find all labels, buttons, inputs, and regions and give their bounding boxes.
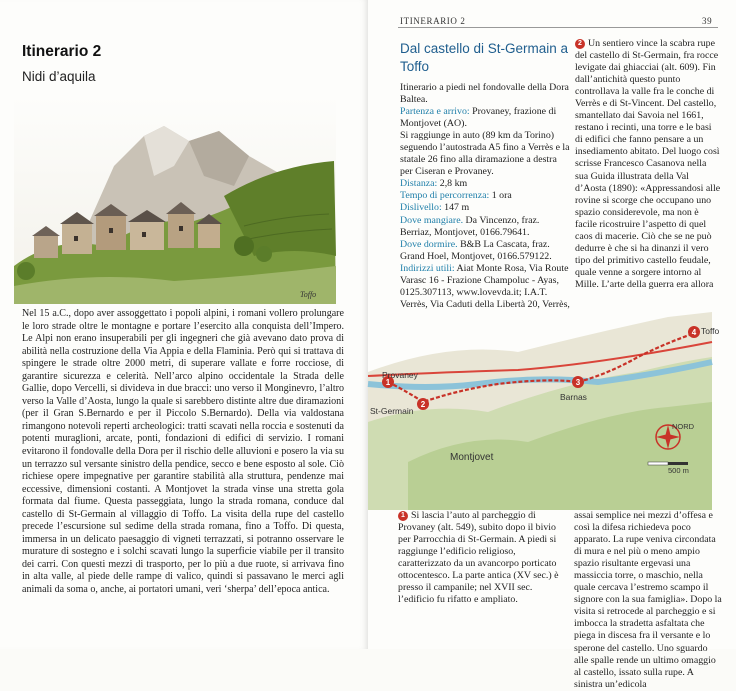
village-illustration bbox=[14, 96, 336, 304]
step-2-text: Un sentiero vince la scabra rupe del castello di St-Germain, fra rocce levigate dai ghiacciai (alt. 609). Fin dall’antichità questo punto controllava la valle fra le conche di Verrès e di St-Vincent. Del castello, smantellato dai Savoia nel 1661, restano i recinti, una torre e le basi di edifici che fanno pensare a un insediamento abitato. Del luogo così scrisse Francesco Casanova nella sua Guida illustrata della Val d’Aosta (1890): «Appressandosi alle rovine si scorge che occupano uno spazio considerevole, ma non è facile ricostruire l’aspetto di quel caos di macerie. Ciò che se ne può dedurre è che si ha dinanzi il vero tipo del primitivo castello feudale, quale venne a sorgere intorno al Mille. L’arte della guerra era allora bbox=[575, 38, 721, 290]
time-label: Tempo di percorrenza: bbox=[400, 190, 490, 202]
eat-label: Dove mangiare. bbox=[400, 214, 464, 226]
running-head: ITINERARIO 2 bbox=[400, 16, 466, 26]
step-1-text: Si lascia l’auto al parcheggio di Provaney (alt. 549), subito dopo il bivio per Parrocchia di St-Germain. A piedi si raggiunge l’edificio religioso, caratterizzato da un avancorpo porticato ottocentesco. La parte antica (XV sec.) è presso il campanile; nel XVII sec. l’edificio fu rifatto e ampliato. bbox=[398, 510, 559, 606]
illustration-caption: Toffo bbox=[300, 290, 317, 299]
start-row bbox=[400, 106, 570, 130]
distance-value: 2,8 km bbox=[439, 178, 468, 190]
map-label-provaney: Provaney bbox=[382, 370, 418, 380]
elevation-label: Dislivello: bbox=[400, 202, 442, 214]
start-label: Partenza e arrivo: bbox=[400, 106, 470, 118]
step-1-column bbox=[398, 510, 563, 606]
svg-text:1: 1 bbox=[385, 378, 391, 387]
left-paragraph: Nel 15 a.C., dopo aver assoggettato i popoli alpini, i romani vollero prolungare le loro strade oltre le montagne e portare l’esercito alla conquista dell’Impero. Le Alpi non erano insuperabili per gli ingegneri che già avevano dato prova di abilità nella costruzione della Via Appia e della Flaminia. Però qui si trattava di spingere le strade oltre 2000 metri, di superare vallate e forre rocciose, di garantire sicurezza e celerità. Nell’arco alpino occidentale la Strada delle Gallie, dopo Vercelli, si divideva in due bracci: uno verso il Monginevro, l’altro verso la Valle d’Aosta, lungo la quale si sarebbero distinte altre due diramazioni (per il Gran S.Bernardo e per il Piccolo S.Bernardo). Della via valdostana rimangono notevoli reperti archeologici: tratti scavati nella roccia e sostenuti da potenti muraglioni, arcate, ponti, fondazioni di edifici di servizio. I romani evitarono il fondovalle della Dora per il rischio delle alluvioni e posero la via su un terrazzo sul versante sinistro della pendice, secco e bene esposto al sole. Ciò richiese opere impegnative per garantire stabilità alla struttura, pendenze mai eccessive, dimensioni costanti. A Montjovet la strada vinse una stretta gola formata dal fiume. Questa passeggiata, lungo la strada romana, conduce dal castello di St-Germain al villaggio di Toffo. La visita della rupe del castello precede l’escursione sul sedime della strada romana, fino a Toffo. Di questa, immersa in un delicato paesaggio di vigneti terrazzati, si potranno osservare le murature di sostegno e i solchi scavati lungo la superficie viabile per il transito dei carri. Con questi mezzi di trasporto, per lo più a due ruote, si arrivava fino in alta valle, al piede delle rampe di valico, quindi si passavano le merci agli animali da soma o, anche, ai portatori umani, veri ‘sherpa’ dell’epoca antica. bbox=[22, 308, 344, 596]
route-title: Dal castello di St-Germain a Toffo bbox=[400, 41, 569, 74]
step-2-marker: 2 bbox=[575, 39, 585, 49]
step-2-column bbox=[575, 38, 721, 291]
start-value: Provaney, frazione di Montjovet (AO). bbox=[400, 106, 557, 130]
route-map bbox=[368, 312, 712, 510]
sleep-label: Dove dormire. bbox=[400, 238, 458, 250]
distance-row bbox=[400, 178, 570, 190]
elevation-row bbox=[400, 202, 570, 214]
svg-text:2: 2 bbox=[420, 400, 426, 409]
map-label-nord: NORD bbox=[672, 422, 695, 431]
itinerary-title: Itinerario 2 bbox=[22, 43, 102, 60]
access: Si raggiunge in auto (89 km da Torino) seguendo l’autostrada A5 fino a Verrès e la statale 26 fino alla diramazione a destra per Ciseran e Provaney. bbox=[400, 130, 570, 178]
elevation-value: 147 m bbox=[444, 202, 470, 214]
itinerary-subtitle: Nidi d’aquila bbox=[22, 69, 96, 84]
svg-text:3: 3 bbox=[575, 378, 581, 387]
map-label-toffo: Toffo bbox=[701, 326, 720, 336]
map-label-barnas: Barnas bbox=[560, 392, 587, 402]
map-label-st-germain: St-Germain bbox=[370, 406, 414, 416]
continuation-text: assai semplice nei mezzi d’offesa e così la difesa richiedeva poco apparato. La rupe veniva circondata di mura e nel più o meno ampio spazio risultante ergevasi una massiccia torre, o maschio, nella quale cercava l’estremo scampo il signore con la sua famiglia». Dopo la visita si retrocede al parcheggio e si imbocca la stradetta asfaltata che piega in discesa fra il versante e lo sperone del castello. Uno sguardo alle spalle rende un ultimo omaggio al castello, issato sulla rupe. A sinistra un’edicola bbox=[574, 510, 722, 690]
header-rule bbox=[398, 27, 718, 28]
sleep-row bbox=[400, 239, 570, 263]
sleep-value: B&B La Cascata, fraz. Grand Hoel, Montjovet, 0166.579122. bbox=[400, 238, 552, 262]
page-number: 39 bbox=[702, 16, 713, 26]
step-1-marker: 1 bbox=[398, 511, 408, 521]
left-page bbox=[0, 0, 368, 649]
svg-text:4: 4 bbox=[691, 328, 697, 337]
time-value: 1 ora bbox=[491, 190, 512, 202]
left-body-text bbox=[22, 308, 344, 597]
intro: Itinerario a piedi nel fondovalle della Dora Baltea. bbox=[400, 82, 569, 106]
continuation-column bbox=[574, 510, 722, 691]
eat-value: Da Vincenzo, fraz. Berriaz, Montjovet, 0166.79641. bbox=[400, 214, 540, 238]
distance-label: Distanza: bbox=[400, 178, 438, 190]
time-row bbox=[400, 190, 570, 202]
eat-row bbox=[400, 215, 570, 239]
info-box bbox=[400, 82, 570, 323]
map-label-montjovet: Montjovet bbox=[450, 452, 494, 463]
useful-value: Aiat Monte Rosa, Via Route Varasc 16 - Frazione Champoluc - Ayas, 0125.307113, www.lovevda.it; I.A.T. Verrès, Via Caduti della Libertà 20, Verrès, bbox=[400, 262, 570, 310]
useful-label: Indirizzi utili: bbox=[400, 262, 455, 274]
map-scale-label: 500 m bbox=[668, 466, 689, 475]
right-page bbox=[368, 0, 736, 690]
